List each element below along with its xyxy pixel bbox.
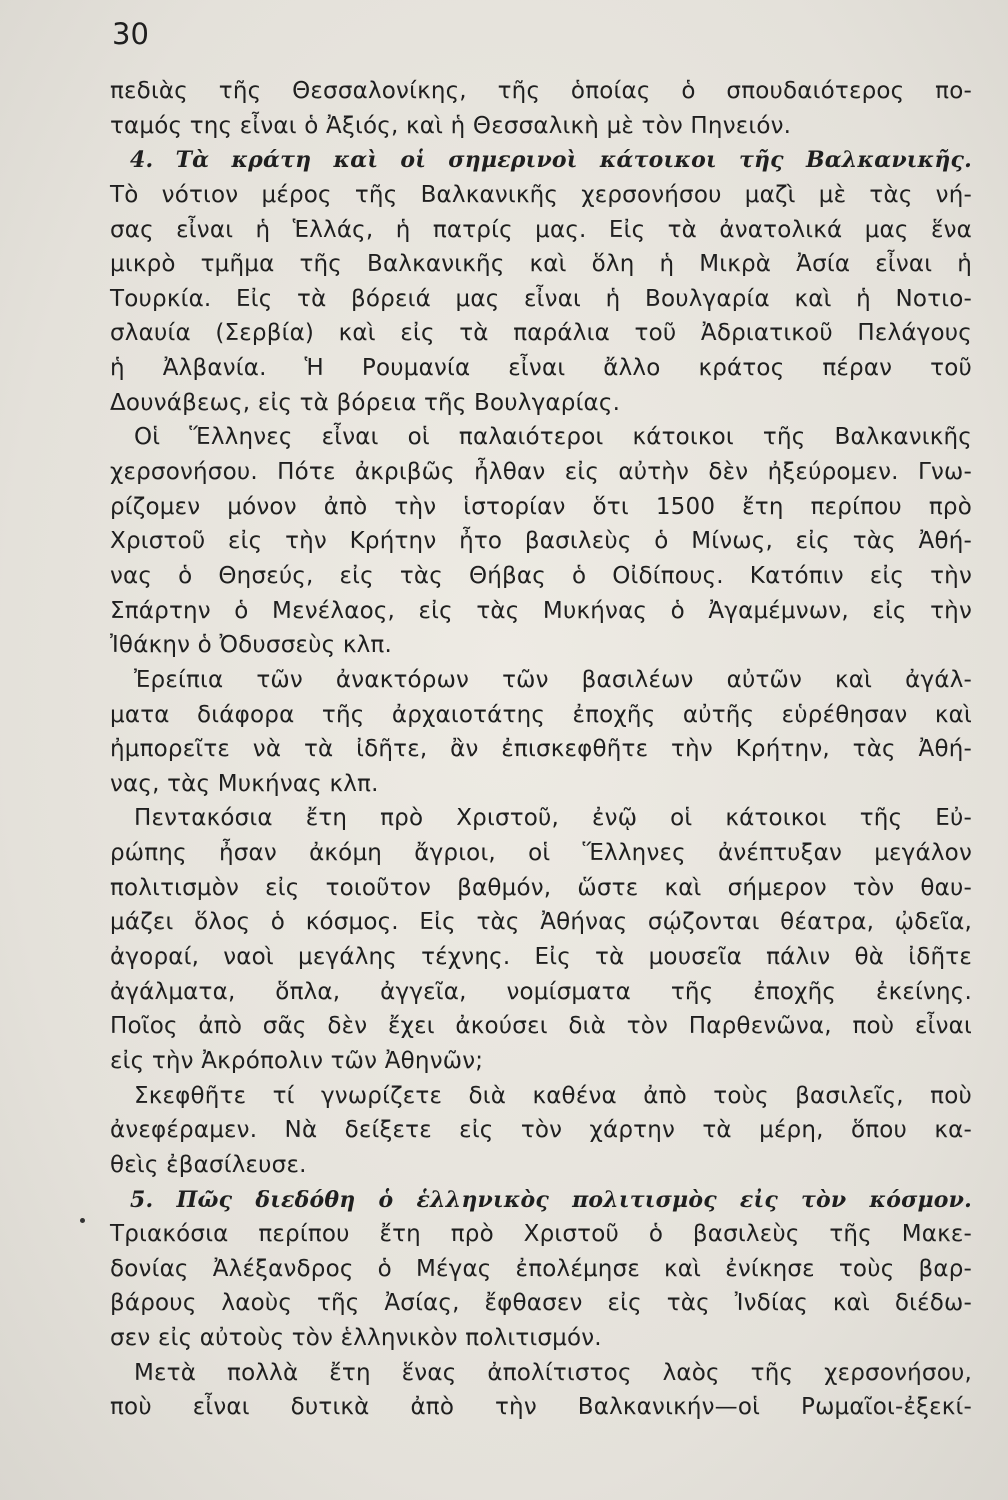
text-line: Ἐρείπια τῶν ἀνακτόρων τῶν βασιλέων αὐτῶν καὶ ἀγάλ- [134,666,972,693]
text-line: ρώπης ἦσαν ἀκόμη ἄγριοι, οἱ Ἕλληνες ἀνέπτυξαν μεγάλον [110,840,972,867]
text-line: σεν εἰς αὐτοὺς τὸν ἑλληνικὸν πολιτισμόν. [110,1325,602,1352]
text-line: ἀγοραί, ναοὶ μεγάλης τέχνης. Εἰς τὰ μουσεῖα πάλιν θὰ ἰδῆτε [110,944,972,971]
text-line: μάζει ὅλος ὁ κόσμος. Εἰς τὰς Ἀθήνας σῴζονται θέατρα, ᾠδεῖα, [110,909,972,936]
text-line: ματα διάφορα τῆς ἀρχαιοτάτης ἐποχῆς αὐτῆς εὑρέθησαν καὶ [110,701,972,728]
margin-dot-mark [80,1218,85,1223]
text-line: Τριακόσια περίπου ἔτη πρὸ Χριστοῦ ὁ βασιλεὺς τῆς Μακε- [110,1221,972,1248]
text-line: ποὺ εἶναι δυτικὰ ἀπὸ τὴν Βαλκανικήν—οἱ Ρωμαῖοι-ἐξεκί- [110,1394,972,1421]
text-line: μικρὸ τμῆμα τῆς Βαλκανικῆς καὶ ὅλη ἡ Μικρὰ Ἀσία εἶναι ἡ [110,251,972,278]
text-line: ρίζομεν μόνον ἀπὸ τὴν ἱστορίαν ὅτι 1500 ἔτη περίπου πρὸ [110,493,972,520]
section-heading-4: 4. Τὰ κράτη καὶ οἱ σημερινοὶ κάτοικοι τῆς Βαλκανικῆς. [130,147,972,174]
text-line: Χριστοῦ εἰς τὴν Κρήτην ἦτο βασιλεὺς ὁ Μίνως, εἰς τὰς Ἀθή- [110,528,972,555]
text-line: πολιτισμὸν εἰς τοιοῦτον βαθμόν, ὥστε καὶ σήμερον τὸν θαυ- [110,874,972,901]
text-line: ἀνεφέραμεν. Νὰ δείξετε εἰς τὸν χάρτην τὰ μέρη, ὅπου κα- [110,1117,972,1144]
text-line: Σπάρτην ὁ Μενέλαος, εἰς τὰς Μυκήνας ὁ Ἀγαμέμνων, εἰς τὴν [110,597,972,624]
text-line: Οἱ Ἕλληνες εἶναι οἱ παλαιότεροι κάτοικοι τῆς Βαλκανικῆς [134,424,972,451]
text-line: Ποῖος ἀπὸ σᾶς δὲν ἔχει ἀκούσει διὰ τὸν Παρθενῶνα, ποὺ εἶναι [110,1013,972,1040]
text-line: θεὶς ἐβασίλευσε. [110,1151,307,1178]
text-line: σας εἶναι ἡ Ἑλλάς, ἡ πατρίς μας. Εἰς τὰ ἀνατολικά μας ἕνα [110,216,972,243]
text-line: Σκεφθῆτε τί γνωρίζετε διὰ καθένα ἀπὸ τοὺς βασιλεῖς, ποὺ [134,1082,972,1109]
text-line: βάρους λαοὺς τῆς Ἀσίας, ἔφθασεν εἰς τὰς Ἰνδίας καὶ διέδω- [110,1290,972,1317]
text-line: δονίας Ἀλέξανδρος ὁ Μέγας ἐπολέμησε καὶ ἐνίκησε τοὺς βαρ- [110,1255,972,1282]
text-line: Μετὰ πολλὰ ἔτη ἕνας ἀπολίτιστος λαὸς τῆς χερσονήσου, [134,1359,972,1386]
text-line: ταμός της εἶναι ὁ Ἀξιός, καὶ ἡ Θεσσαλικὴ μὲ τὸν Πηνειόν. [110,112,792,139]
text-line: εἰς τὴν Ἀκρόπολιν τῶν Ἀθηνῶν; [110,1047,484,1074]
text-line: ἡ Ἀλβανία. Ἡ Ρουμανία εἶναι ἄλλο κράτος πέραν τοῦ [110,355,972,382]
text-line: Δουνάβεως, εἰς τὰ βόρεια τῆς Βουλγαρίας. [110,389,621,416]
section-heading-5: 5. Πῶς διεδόθη ὁ ἑλληνικὸς πολιτισμὸς εἰς τὸν κόσμον. [130,1186,972,1213]
text-line: ἀγάλματα, ὅπλα, ἀγγεῖα, νομίσματα τῆς ἐποχῆς ἐκείνης. [110,978,972,1005]
text-line: πεδιὰς τῆς Θεσσαλονίκης, τῆς ὁποίας ὁ σπουδαιότερος πο- [110,78,972,104]
text-line: σλαυία (Σερβία) καὶ εἰς τὰ παράλια τοῦ Ἀδριατικοῦ Πελάγους [110,320,972,347]
body-text [110,74,972,1425]
text-line: Πεντακόσια ἔτη πρὸ Χριστοῦ, ἐνῷ οἱ κάτοικοι τῆς Εὐ- [134,805,972,832]
text-line: νας, τὰς Μυκήνας κλπ. [110,770,379,797]
text-line: χερσονήσου. Πότε ἀκριβῶς ἦλθαν εἰς αὐτὴν δὲν ἠξεύρομεν. Γνω- [110,459,972,486]
text-line: νας ὁ Θησεύς, εἰς τὰς Θήβας ὁ Οἰδίπους. Κατόπιν εἰς τὴν [110,562,972,589]
text-line: Ἰθάκην ὁ Ὀδυσσεὺς κλπ. [110,632,392,659]
text-line: ἠμπορεῖτε νὰ τὰ ἰδῆτε, ἂν ἐπισκεφθῆτε τὴν Κρήτην, τὰς Ἀθή- [110,736,972,763]
page-number: 30 [112,17,149,51]
text-line: Τὸ νότιον μέρος τῆς Βαλκανικῆς χερσονήσου μαζὶ μὲ τὰς νή- [110,181,972,208]
text-line: Τουρκία. Εἰς τὰ βόρειά μας εἶναι ἡ Βουλγαρία καὶ ἡ Νοτιο- [110,285,972,312]
